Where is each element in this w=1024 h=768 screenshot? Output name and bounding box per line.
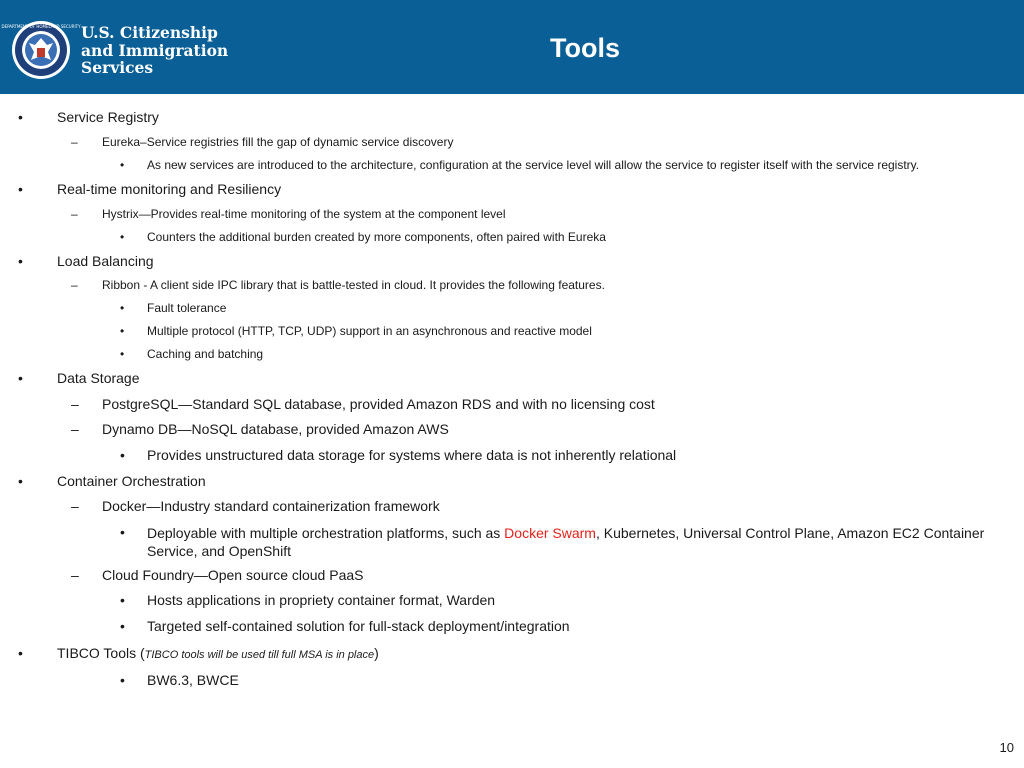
item-text: As new services are introduced to the architecture, configuration at the service level will allow the service to register itself with the service registry. xyxy=(147,158,920,172)
bullet-marker: • xyxy=(120,592,125,608)
bullet-marker: • xyxy=(120,524,125,540)
bullet-marker: • xyxy=(120,447,125,463)
item-text: Eureka–Service registries fill the gap of dynamic service discovery xyxy=(102,135,454,149)
dash-marker: – xyxy=(71,396,79,412)
bullet-marker: • xyxy=(120,230,125,244)
item-text xyxy=(57,645,379,661)
tibco-label: TIBCO Tools ( xyxy=(57,645,145,661)
docker-swarm-highlight: Docker Swarm xyxy=(504,525,596,541)
bullet-marker: • xyxy=(120,324,125,338)
bullet-marker: • xyxy=(120,158,125,172)
item-text: Dynamo DB—NoSQL database, provided Amazon AWS xyxy=(102,421,449,437)
item-text: Hystrix—Provides real-time monitoring of the system at the component level xyxy=(102,207,506,221)
item-text: Multiple protocol (HTTP, TCP, UDP) support in an asynchronous and reactive model xyxy=(147,324,592,338)
item-text: Data Storage xyxy=(57,370,140,386)
item-text: Counters the additional burden created by more components, often paired with Eureka xyxy=(147,230,606,244)
tibco-note: TIBCO tools will be used till full MSA is in place xyxy=(144,649,375,661)
slide-title: Tools xyxy=(550,33,620,63)
bullet-marker: • xyxy=(120,618,125,634)
item-text: Fault tolerance xyxy=(147,301,227,315)
item-text: Real-time monitoring and Resiliency xyxy=(57,181,282,197)
seal-text: DEPARTMENT OF HOMELAND SECURITY xyxy=(1,24,81,29)
item-text: PostgreSQL—Standard SQL database, provided Amazon RDS and with no licensing cost xyxy=(102,396,655,412)
bullet-marker: • xyxy=(18,253,23,269)
item-text: Targeted self-contained solution for full-stack deployment/integration xyxy=(147,618,570,634)
page-number: 10 xyxy=(999,740,1014,755)
item-text: Load Balancing xyxy=(57,253,154,269)
bullet-marker: • xyxy=(18,645,23,661)
item-text: Ribbon - A client side IPC library that is battle-tested in cloud. It provides the following features. xyxy=(102,278,605,292)
dash-marker: – xyxy=(71,135,78,149)
docker-detail-post: , Kubernetes, Universal Control Plane, Amazon EC2 Container Service, and OpenShift xyxy=(147,525,985,559)
item-text xyxy=(147,524,1007,560)
dash-marker: – xyxy=(71,278,78,292)
bullet-marker: • xyxy=(18,109,23,125)
docker-detail-pre: Deployable with multiple orchestration platforms, such as xyxy=(147,525,505,541)
item-text: Caching and batching xyxy=(147,347,264,361)
bullet-marker: • xyxy=(18,370,23,386)
dash-marker: – xyxy=(71,207,78,221)
bullet-marker: • xyxy=(120,347,125,361)
bullet-marker: • xyxy=(18,181,23,197)
tibco-close: ) xyxy=(374,645,379,661)
agency-name-line3: Services xyxy=(81,58,154,77)
agency-name-line1: U.S. Citizenship xyxy=(81,23,218,42)
bullet-marker: • xyxy=(120,301,125,315)
item-text: Docker—Industry standard containerization framework xyxy=(102,498,440,514)
item-text: BW6.3, BWCE xyxy=(147,672,239,688)
dash-marker: – xyxy=(71,567,79,583)
dash-marker: – xyxy=(71,421,79,437)
agency-name-line2: and Immigration xyxy=(81,40,229,60)
item-text: Hosts applications in propriety container format, Warden xyxy=(147,592,496,608)
item-text: Container Orchestration xyxy=(57,473,206,489)
item-text: Provides unstructured data storage for systems where data is not inherently relational xyxy=(147,447,677,463)
bullet-marker: • xyxy=(18,473,23,489)
dash-marker: – xyxy=(71,498,79,514)
bullet-marker: • xyxy=(120,672,125,688)
item-text: Cloud Foundry—Open source cloud PaaS xyxy=(102,567,364,583)
item-text: Service Registry xyxy=(57,109,159,125)
